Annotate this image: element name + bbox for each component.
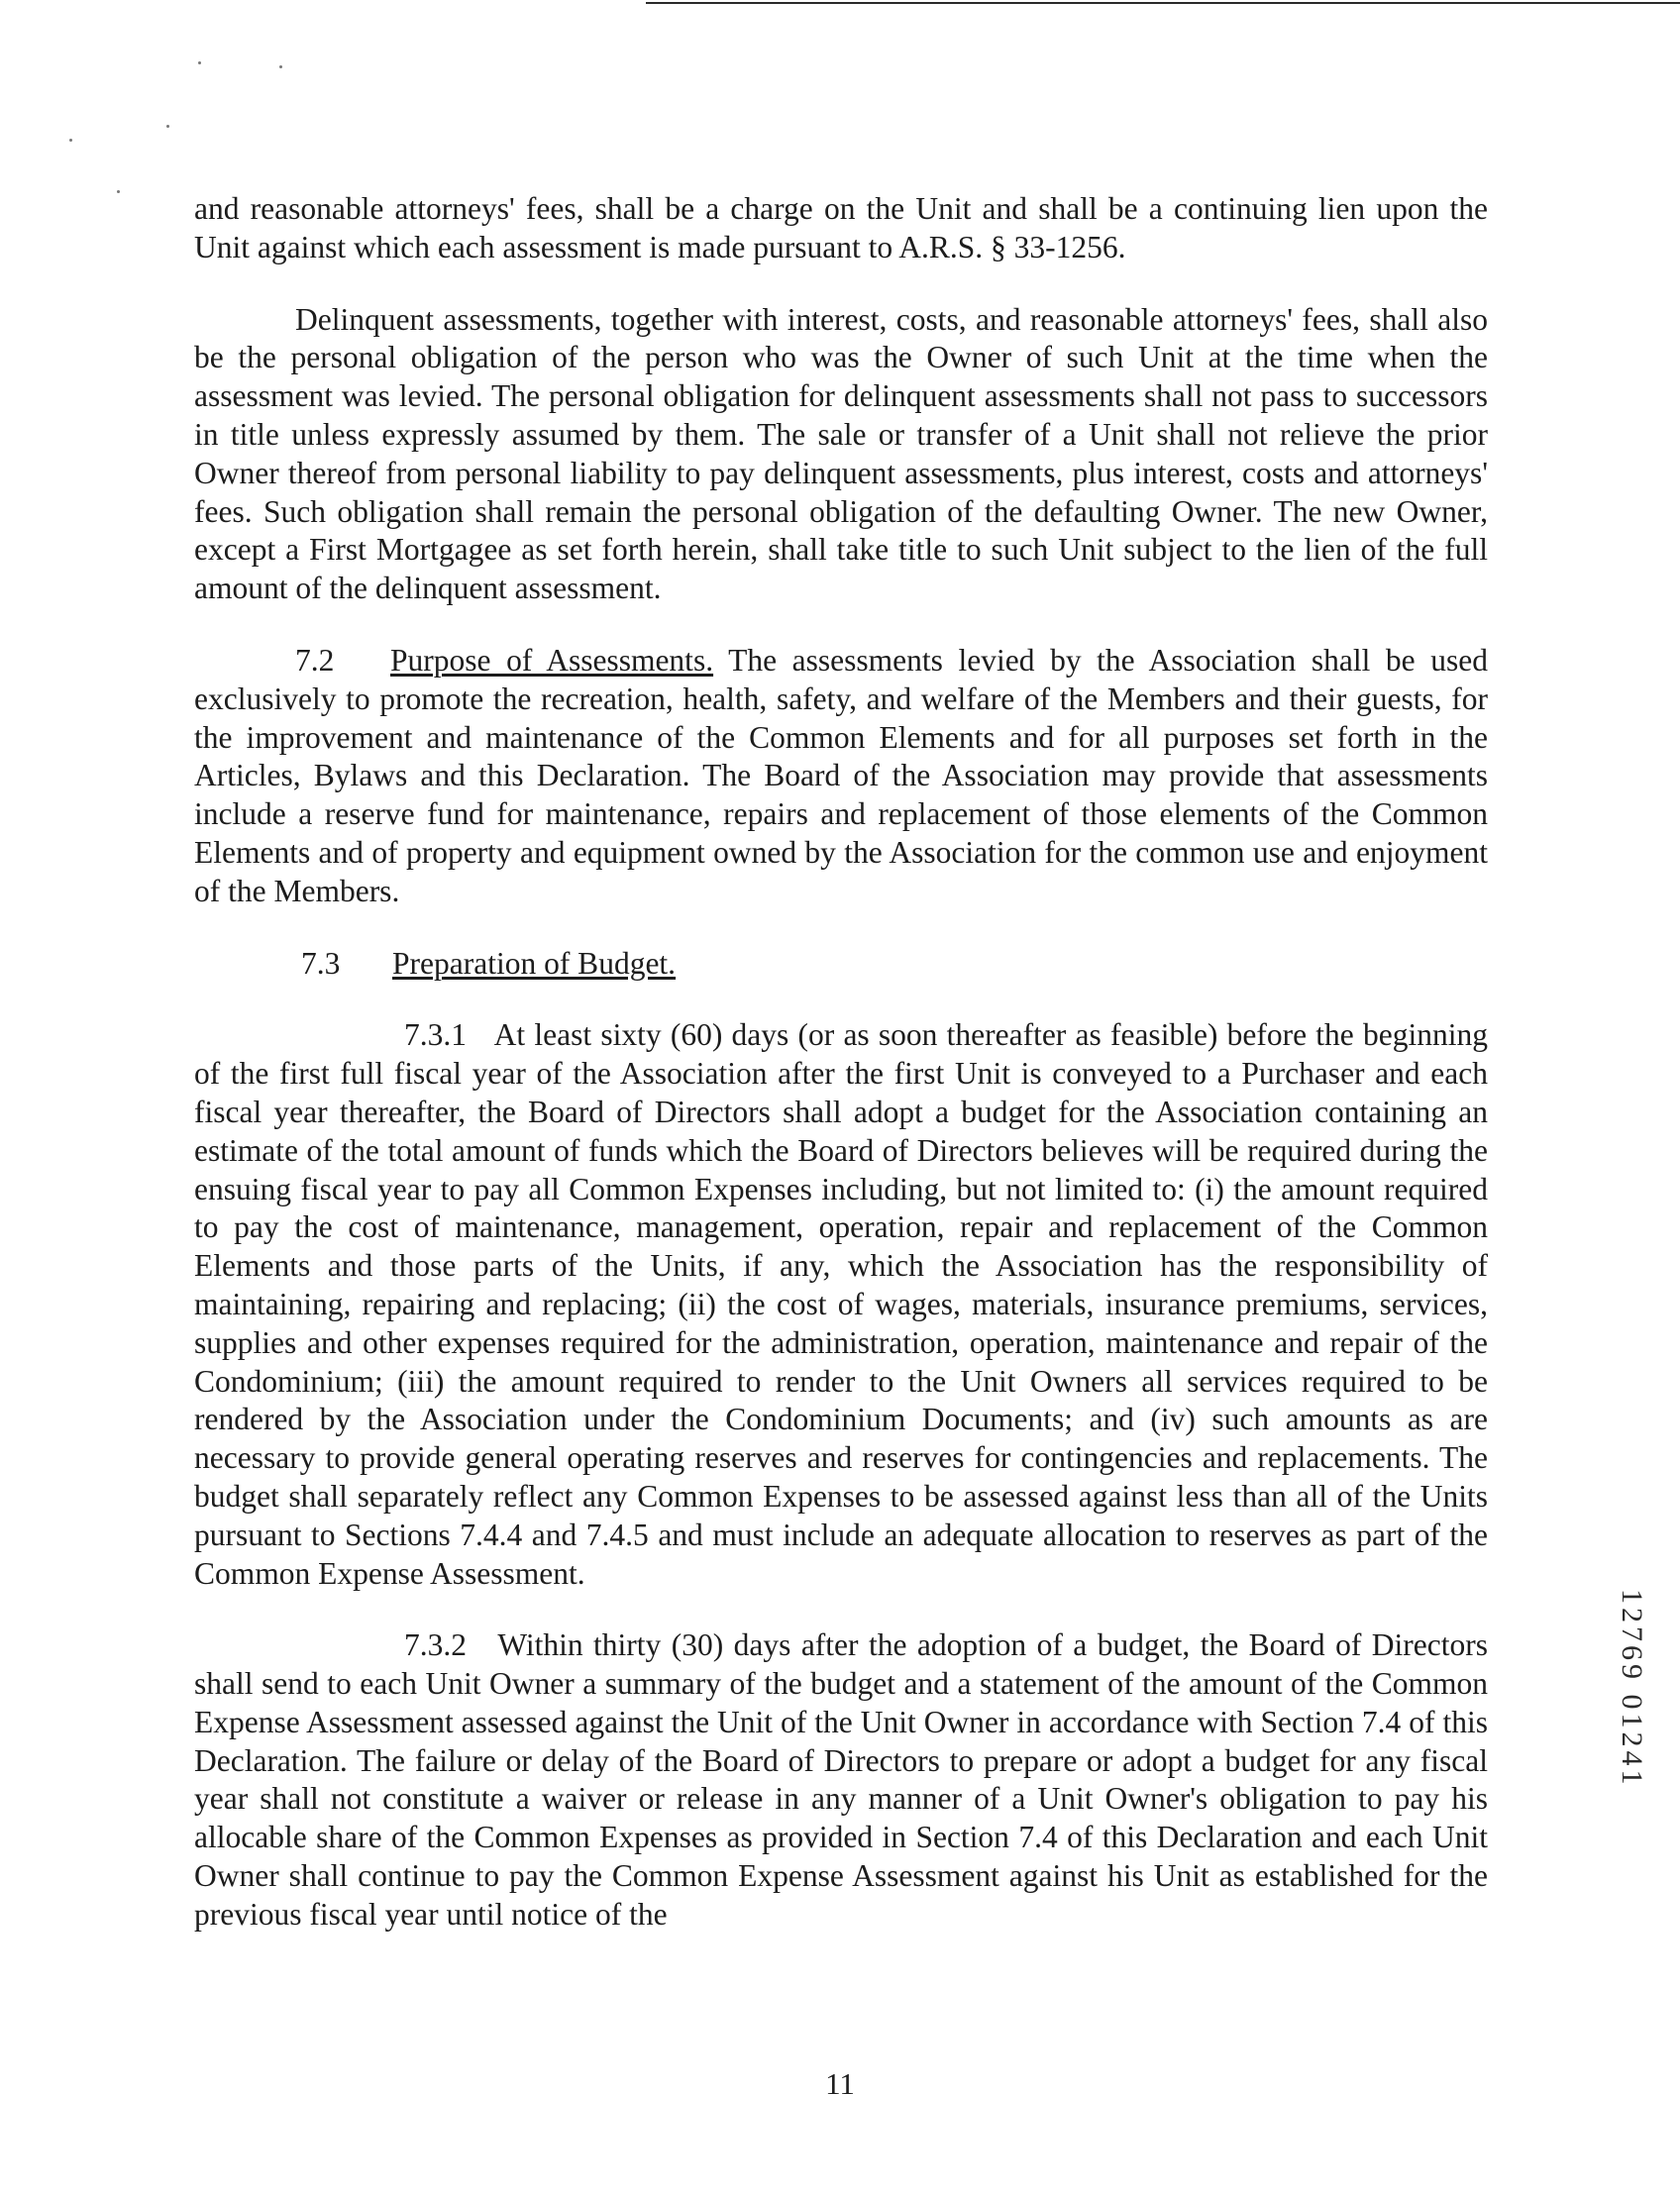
- section-number: 7.3.2: [404, 1627, 467, 1663]
- scan-speck: [69, 139, 72, 142]
- paragraph-delinquent-assessments: Delinquent assessments, together with interest, costs, and reasonable attorneys' fees, shall also be the personal obligation of the person who was the Owner of such Unit at the time when the assessment was levied. The personal obligation for delinquent assessments shall not pass to successors in title unless expressly assumed by them. The sale or transfer of a Unit shall not relieve the prior Owner thereof from personal liability to pay delinquent assessments, plus interest, costs and attorneys' fees. Such obligation shall remain the personal obligation of the defaulting Owner. The new Owner, except a First Mortgagee as set forth herein, shall take title to such Unit subject to the lien of the full amount of the delinquent assessment.: [194, 301, 1488, 606]
- section-7-3-2: [194, 1626, 1488, 1934]
- document-body: [194, 190, 1488, 1968]
- section-number: 7.3: [301, 945, 341, 981]
- section-number: 7.3.1: [404, 1017, 467, 1053]
- section-title: Preparation of Budget.: [392, 945, 677, 981]
- section-title: Purpose of Assessments.: [390, 642, 714, 678]
- scan-speck: [117, 190, 120, 193]
- section-7-3-heading: [194, 945, 1488, 984]
- section-7-3-1: [194, 1016, 1488, 1593]
- recording-number-text: 12769 01241: [1616, 1589, 1648, 1789]
- scan-speck: [279, 65, 282, 68]
- section-7-2: [194, 642, 1488, 911]
- section-number: 7.2: [295, 642, 335, 678]
- recording-number-stamp: [1615, 1589, 1654, 1886]
- section-body: Within thirty (30) days after the adoption of a budget, the Board of Directors shall send to each Unit Owner a summary of the budget and a statement of the amount of the Common Expense Assessment assessed against the Unit of the Unit Owner in accordance with Section 7.4 of this Declaration. The failure or delay of the Board of Directors to prepare or adopt a budget for any fiscal year shall not constitute a waiver or release in any manner of a Unit Owner's obligation to pay his allocable share of the Common Expenses as provided in Section 7.4 of this Declaration and each Unit Owner shall continue to pay the Common Expense Assessment against his Unit as established for the previous fiscal year until notice of the: [194, 1627, 1488, 1932]
- paragraph-lien-continuation: and reasonable attorneys' fees, shall be a charge on the Unit and shall be a continuing lien upon the Unit against which each assessment is made pursuant to A.R.S. § 33-1256.: [194, 191, 1488, 264]
- section-body: At least sixty (60) days (or as soon thereafter as feasible) before the beginning of the first full fiscal year of the Association after the first Unit is conveyed to a Purchaser and each fiscal year thereafter, the Board of Directors shall adopt a budget for the Association containing an estimate of the total amount of funds which the Board of Directors believes will be required during the ensuing fiscal year to pay all Common Expenses including, but not limited to: (i) the amount required to pay the cost of maintenance, management, operation, repair and replacement of the Common Elements and those parts of the Units, if any, which the Association has the responsibility of maintaining, repairing and replacing; (ii) the cost of wages, materials, insurance premiums, services, supplies and other expenses required for the administration, operation, maintenance and repair of the Condominium; (iii) the amount required to render to the Unit Owners all services required to be rendered by the Association under the Condominium Documents; and (iv) such amounts as are necessary to provide general operating reserves and reserves for contingencies and replacements. The budget shall separately reflect any Common Expenses to be assessed against less than all of the Units pursuant to Sections 7.4.4 and 7.4.5 and must include an adequate allocation to reserves as part of the Common Expense Assessment.: [194, 1017, 1488, 1591]
- page-number: 11: [825, 2066, 855, 2101]
- scan-speck: [198, 61, 201, 64]
- section-body: The assessments levied by the Association shall be used exclusively to promote the recreation, health, safety, and welfare of the Members and their guests, for the improvement and maintenance of the Common Elements and for all purposes set forth in the Articles, Bylaws and this Declaration. The Board of the Association may provide that assessments include a reserve fund for maintenance, repairs and replacement of those elements of the Common Elements and of property and equipment owned by the Association for the common use and enjoyment of the Members.: [194, 642, 1488, 908]
- scan-speck: [166, 125, 169, 128]
- top-border-rule: [646, 2, 1680, 4]
